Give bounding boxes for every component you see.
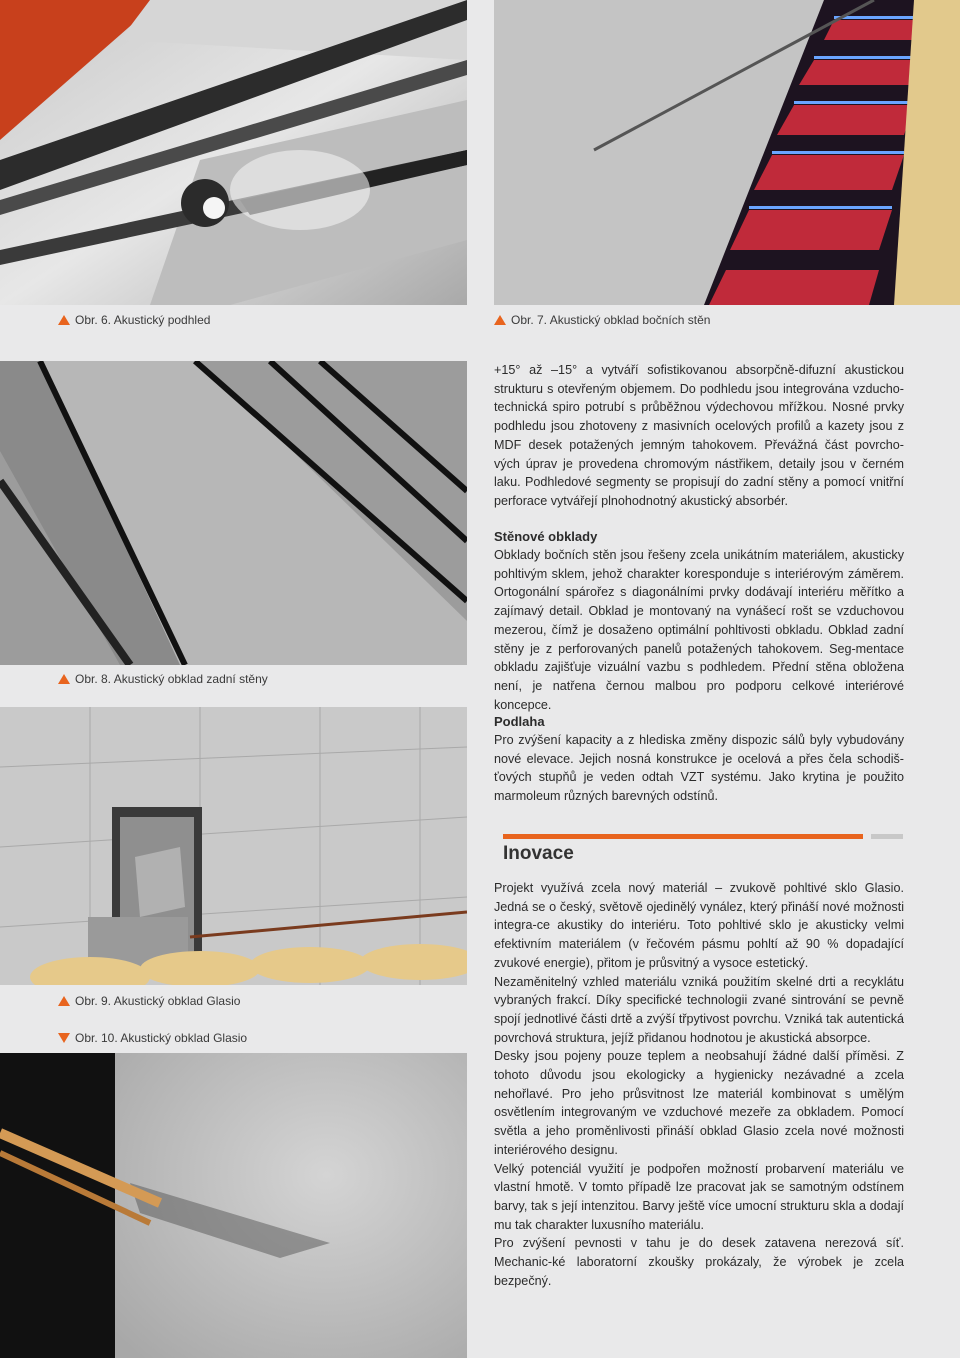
innovation-paragraph: Pro zvýšení pevnosti v tahu je do desek zatavena nerezová síť. Mechanic-ké laboratorní zkoušky prokázaly, že výrobek je zcela bezpečný. xyxy=(494,1236,904,1288)
walls-paragraph: Obklady bočních stěn jsou řešeny zcela unikátním materiálem, akusticky pohltivým sklem, jehož charakter koresponduje s interiérovým záměrem. Ortogonální spárořez s diagonálními prvky dodávají interiéru měřítko a zajímavý detail. Obklad je montovaný na vynášecí rošt se vzduchovou mezerou, čímž je dosaženo optimální pohltivosti obkladu. Obklad zadní stěny je z perforovaných panelů potažených tahokovem. Seg-mentace obkladu zajišťuje vizuální vazbu s podhledem. Přední stěna obložena není, je natřena černou malbou pro podporu celkové interiérové koncepce. xyxy=(494,548,904,712)
innovation-paragraph: Projekt využívá zcela nový materiál – zvukově pohltivé sklo Glasio. Jedná se o český, světově ojedinělý vynález, který přináší nové možnosti integra-ce akustiky do interiéru. Toto pohltivé sklo je akusticky velmi efektivním materiálem (v řečovém pásmu pohltí až 90 % dopadající zvukové energie), přitom je průsvitný a vysoce estetický. xyxy=(494,881,904,970)
intro-paragraph: +15° až –15° a vytváří sofistikovanou absorpčně-difuzní akustickou strukturu s otevřeným objemem. Do podhledu jsou integrována vzducho-technická spiro potrubí s průběžnou výdechovou mřížkou. Nosné prvky podhledu jsou zhotoveny z masivních ocelových profilů a kazety jsou z MDF desek potažených jemným tahokovem. Převážná část povrcho-vých úprav je provedena chromovým nástřikem, detaily jsou v černém laku. Podhledové segmenty se propisují do zadní stěny a pomocí vnitřní perforace vytvářejí plnohodnotný akustický absorbér. xyxy=(494,363,904,508)
floor-heading: Podlaha xyxy=(494,714,545,729)
innovation-title: Inovace xyxy=(503,843,574,864)
photo-back-wall xyxy=(0,361,467,665)
walls-section xyxy=(494,528,904,714)
caption-fig7: Obr. 7. Akustický obklad bočních stěn xyxy=(494,313,710,327)
photo-glasio-wall xyxy=(0,707,467,985)
triangle-down-icon xyxy=(58,1033,70,1043)
photo-glasio-closeup xyxy=(0,1053,467,1358)
triangle-up-icon xyxy=(58,996,70,1006)
caption-fig8: Obr. 8. Akustický obklad zadní stěny xyxy=(58,672,268,686)
innovation-paragraph: Desky jsou pojeny pouze teplem a neobsahují žádné další příměsi. Z tohoto důvodu jsou ekologicky a hygienicky nezávadné a zcela nehořlavé. Pro jeho průsvitnost lze materiál kombinovat s umělým osvětlením integrovaným ve vzduchové mezeře za obkladem. Pomocí světla a jeho proměnlivosti přináší obklad Glasio zcela nové možnosti interiérového designu. xyxy=(494,1049,904,1157)
section-rule-orange xyxy=(503,834,863,839)
photo-acoustic-ceiling xyxy=(0,0,467,305)
photo-side-wall-stairs xyxy=(494,0,960,305)
triangle-up-icon xyxy=(58,674,70,684)
walls-heading: Stěnové obklady xyxy=(494,529,598,544)
caption-fig10: Obr. 10. Akustický obklad Glasio xyxy=(58,1031,247,1045)
floor-paragraph: Pro zvýšení kapacity a z hlediska změny dispozic sálů byly vybudovány nové elevace. Jejich nosná konstrukce je ocelová a přes čela schodiš-ťových stupňů je veden odtah VZT systému. Jako krytina je použito marmoleum různých barevných odstínů. xyxy=(494,733,904,804)
intro-column xyxy=(494,361,904,511)
innovation-paragraph: Nezaměnitelný vzhled materiálu vzniká použitím skelné drti a recyklátu vybraných frakcí. Díky specifické technologii zvané sintrování se pevně spojí jednotlivé části drtě a zvýší třpytivost povrchu. Vzniká tak autentická povrchová struktura, jejíž přidanou hodnotou je akustická absorpce. xyxy=(494,974,904,1045)
triangle-up-icon xyxy=(58,315,70,325)
section-rule-gray xyxy=(871,834,903,839)
floor-section xyxy=(494,713,904,806)
caption-fig6: Obr. 6. Akustický podhled xyxy=(58,313,210,327)
caption-fig9: Obr. 9. Akustický obklad Glasio xyxy=(58,994,240,1008)
innovation-section xyxy=(494,879,904,1290)
triangle-up-icon xyxy=(494,315,506,325)
innovation-paragraph: Velký potenciál využití je podpořen možností probarvení materiálu ve vlastní hmotě. V tomto případě lze pracovat jak se samotným odstínem barvy, tak s její intenzitou. Barvy ještě více umocní strukturu skla a dodají mu tak charakter luxusního materiálu. xyxy=(494,1161,904,1232)
